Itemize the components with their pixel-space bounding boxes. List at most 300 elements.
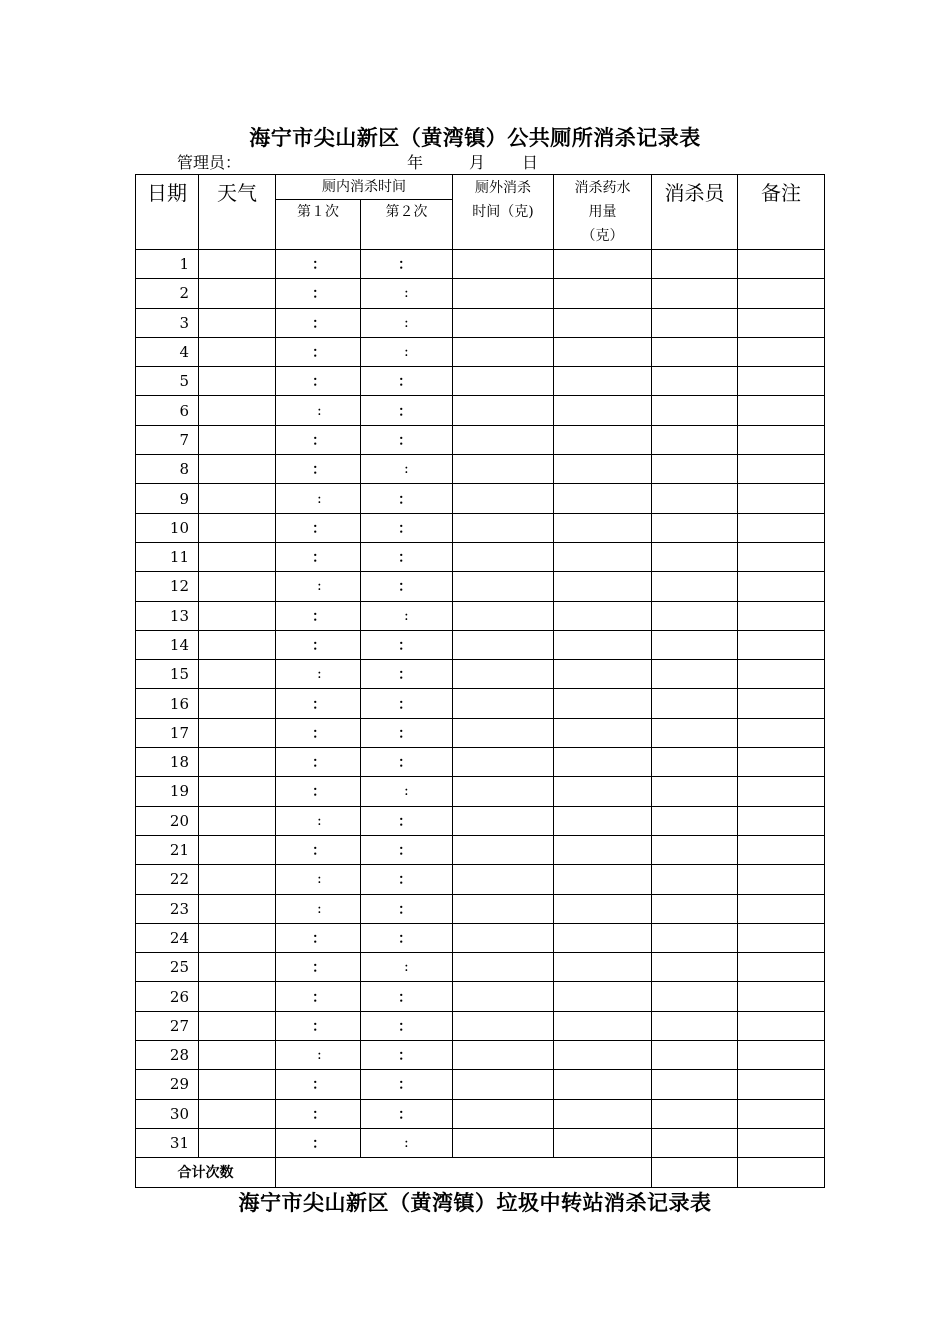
second-time-cell: : [361, 455, 453, 484]
weather-cell[interactable] [199, 718, 276, 747]
header-remark: 备注 [738, 175, 825, 250]
second-time-cell: ： [361, 894, 453, 923]
header-second: 第２次 [361, 200, 453, 250]
table-row [136, 894, 825, 923]
staff-cell[interactable] [652, 1099, 738, 1128]
table-row [136, 689, 825, 718]
staff-cell[interactable] [652, 835, 738, 864]
remark-cell[interactable] [738, 777, 825, 806]
second-time-cell: : [361, 308, 453, 337]
second-time-cell: ： [361, 1070, 453, 1099]
staff-cell[interactable] [652, 806, 738, 835]
day-cell: 17 [136, 718, 199, 747]
table-row [136, 1128, 825, 1157]
weather-cell[interactable] [199, 425, 276, 454]
first-time-cell: : [276, 660, 361, 689]
outdoor-time-cell[interactable] [453, 1128, 554, 1157]
second-time-cell: ： [361, 923, 453, 952]
staff-cell[interactable] [652, 337, 738, 366]
weather-cell[interactable] [199, 308, 276, 337]
remark-cell[interactable] [738, 865, 825, 894]
total-staff-cell[interactable] [652, 1158, 738, 1187]
second-time-cell: : [361, 777, 453, 806]
weather-cell[interactable] [199, 689, 276, 718]
outdoor-time-cell[interactable] [453, 484, 554, 513]
table-row [136, 1070, 825, 1099]
outdoor-time-cell[interactable] [453, 250, 554, 279]
second-time-cell: ： [361, 1011, 453, 1040]
day-cell: 8 [136, 455, 199, 484]
outdoor-time-cell[interactable] [453, 1070, 554, 1099]
weather-cell[interactable] [199, 484, 276, 513]
first-time-cell: ： [276, 308, 361, 337]
remark-cell[interactable] [738, 953, 825, 982]
first-time-cell: : [276, 806, 361, 835]
outdoor-time-cell[interactable] [453, 953, 554, 982]
staff-cell[interactable] [652, 748, 738, 777]
remark-cell[interactable] [738, 1099, 825, 1128]
staff-cell[interactable] [652, 455, 738, 484]
dose-cell[interactable] [554, 689, 652, 718]
first-time-cell: : [276, 396, 361, 425]
day-cell: 30 [136, 1099, 199, 1128]
dose-cell[interactable] [554, 513, 652, 542]
outdoor-time-cell[interactable] [453, 748, 554, 777]
weather-cell[interactable] [199, 923, 276, 952]
second-time-cell: : [361, 337, 453, 366]
remark-cell[interactable] [738, 572, 825, 601]
weather-cell[interactable] [199, 250, 276, 279]
day-cell: 7 [136, 425, 199, 454]
table-row [136, 660, 825, 689]
weather-cell[interactable] [199, 835, 276, 864]
first-time-cell: ： [276, 455, 361, 484]
first-time-cell: ： [276, 689, 361, 718]
second-time-cell: ： [361, 982, 453, 1011]
weather-cell[interactable] [199, 1070, 276, 1099]
first-time-cell: : [276, 572, 361, 601]
first-time-cell: ： [276, 923, 361, 952]
day-cell: 1 [136, 250, 199, 279]
weather-cell[interactable] [199, 455, 276, 484]
second-time-cell: ： [361, 660, 453, 689]
staff-cell[interactable] [652, 689, 738, 718]
dose-cell[interactable] [554, 425, 652, 454]
table-row [136, 367, 825, 396]
dose-cell[interactable] [554, 601, 652, 630]
staff-cell[interactable] [652, 982, 738, 1011]
second-time-cell: ： [361, 542, 453, 571]
outdoor-time-cell[interactable] [453, 689, 554, 718]
header-dose-line1: 消杀药水 [574, 180, 631, 196]
outdoor-time-cell[interactable] [453, 572, 554, 601]
second-time-cell: ： [361, 1099, 453, 1128]
first-time-cell: ： [276, 748, 361, 777]
remark-cell[interactable] [738, 660, 825, 689]
day-cell: 3 [136, 308, 199, 337]
staff-cell[interactable] [652, 250, 738, 279]
outdoor-time-cell[interactable] [453, 367, 554, 396]
outdoor-time-cell[interactable] [453, 1011, 554, 1040]
second-time-cell: ： [361, 367, 453, 396]
staff-cell[interactable] [652, 279, 738, 308]
outdoor-time-cell[interactable] [453, 308, 554, 337]
day-cell: 25 [136, 953, 199, 982]
staff-cell[interactable] [652, 660, 738, 689]
first-time-cell: ： [276, 542, 361, 571]
dose-cell[interactable] [554, 835, 652, 864]
total-remark-cell[interactable] [738, 1158, 825, 1187]
second-table-title: 海宁市尖山新区（黄湾镇）垃圾中转站消杀记录表 [238, 1190, 712, 1215]
staff-cell[interactable] [652, 953, 738, 982]
staff-cell[interactable] [652, 894, 738, 923]
second-time-cell: ： [361, 718, 453, 747]
weather-cell[interactable] [199, 865, 276, 894]
table-row [136, 1011, 825, 1040]
dose-cell[interactable] [554, 953, 652, 982]
staff-cell[interactable] [652, 630, 738, 659]
remark-cell[interactable] [738, 542, 825, 571]
second-time-cell: ： [361, 572, 453, 601]
outdoor-time-cell[interactable] [453, 718, 554, 747]
second-time-cell: ： [361, 484, 453, 513]
dose-cell[interactable] [554, 630, 652, 659]
staff-cell[interactable] [652, 1070, 738, 1099]
day-cell: 18 [136, 748, 199, 777]
day-cell: 6 [136, 396, 199, 425]
weather-cell[interactable] [199, 660, 276, 689]
page-title: 海宁市尖山新区（黄湾镇）公共厕所消杀记录表 [249, 125, 701, 150]
first-time-cell: ： [276, 982, 361, 1011]
outdoor-time-cell[interactable] [453, 835, 554, 864]
staff-cell[interactable] [652, 396, 738, 425]
staff-cell[interactable] [652, 572, 738, 601]
dose-cell[interactable] [554, 660, 652, 689]
total-row [136, 1158, 825, 1187]
dose-cell[interactable] [554, 718, 652, 747]
table-row [136, 630, 825, 659]
weather-cell[interactable] [199, 367, 276, 396]
dose-cell[interactable] [554, 777, 652, 806]
second-time-cell: ： [361, 250, 453, 279]
header-outdoor-line2: 时间（克) [472, 204, 534, 220]
remark-cell[interactable] [738, 455, 825, 484]
table-row [136, 748, 825, 777]
table-row [136, 572, 825, 601]
dose-cell[interactable] [554, 308, 652, 337]
staff-cell[interactable] [652, 923, 738, 952]
dose-cell[interactable] [554, 865, 652, 894]
weather-cell[interactable] [199, 953, 276, 982]
outdoor-time-cell[interactable] [453, 425, 554, 454]
dose-cell[interactable] [554, 1070, 652, 1099]
first-time-cell: ： [276, 1011, 361, 1040]
staff-cell[interactable] [652, 1011, 738, 1040]
day-cell: 14 [136, 630, 199, 659]
first-time-cell: ： [276, 337, 361, 366]
staff-cell[interactable] [652, 777, 738, 806]
table-row [136, 777, 825, 806]
dose-cell[interactable] [554, 484, 652, 513]
dose-cell[interactable] [554, 894, 652, 923]
dose-cell[interactable] [554, 337, 652, 366]
first-time-cell: ： [276, 630, 361, 659]
table-row [136, 835, 825, 864]
second-time-cell: ： [361, 396, 453, 425]
day-cell: 2 [136, 279, 199, 308]
table-row [136, 455, 825, 484]
second-time-cell: : [361, 601, 453, 630]
header-outdoor-time [453, 175, 554, 250]
outdoor-time-cell[interactable] [453, 337, 554, 366]
day-cell: 19 [136, 777, 199, 806]
remark-cell[interactable] [738, 1011, 825, 1040]
outdoor-time-cell[interactable] [453, 1041, 554, 1070]
first-time-cell: ： [276, 1070, 361, 1099]
weather-cell[interactable] [199, 337, 276, 366]
dose-cell[interactable] [554, 367, 652, 396]
outdoor-time-cell[interactable] [453, 923, 554, 952]
first-time-cell: ： [276, 777, 361, 806]
weather-cell[interactable] [199, 1041, 276, 1070]
second-time-cell: ： [361, 835, 453, 864]
outdoor-time-cell[interactable] [453, 630, 554, 659]
staff-cell[interactable] [652, 718, 738, 747]
weather-cell[interactable] [199, 1011, 276, 1040]
table-row [136, 396, 825, 425]
weather-cell[interactable] [199, 630, 276, 659]
weather-cell[interactable] [199, 513, 276, 542]
outdoor-time-cell[interactable] [453, 660, 554, 689]
first-time-cell: ： [276, 601, 361, 630]
table-row [136, 718, 825, 747]
day-cell: 23 [136, 894, 199, 923]
weather-cell[interactable] [199, 279, 276, 308]
header-indoor-time: 厕内消杀时间 [276, 175, 453, 200]
table-row [136, 484, 825, 513]
dose-cell[interactable] [554, 542, 652, 571]
remark-cell[interactable] [738, 337, 825, 366]
table-row [136, 953, 825, 982]
day-cell: 9 [136, 484, 199, 513]
first-time-cell: ： [276, 513, 361, 542]
outdoor-time-cell[interactable] [453, 894, 554, 923]
total-count-cell[interactable] [276, 1158, 652, 1187]
disinfection-record-table [135, 174, 825, 1188]
first-time-cell: ： [276, 718, 361, 747]
dose-cell[interactable] [554, 250, 652, 279]
first-time-cell: ： [276, 835, 361, 864]
remark-cell[interactable] [738, 513, 825, 542]
remark-cell[interactable] [738, 250, 825, 279]
weather-cell[interactable] [199, 601, 276, 630]
staff-cell[interactable] [652, 367, 738, 396]
first-time-cell: : [276, 894, 361, 923]
second-time-cell: ： [361, 865, 453, 894]
outdoor-time-cell[interactable] [453, 601, 554, 630]
day-cell: 11 [136, 542, 199, 571]
remark-cell[interactable] [738, 367, 825, 396]
outdoor-time-cell[interactable] [453, 865, 554, 894]
outdoor-time-cell[interactable] [453, 455, 554, 484]
header-weather: 天气 [199, 175, 276, 250]
day-cell: 13 [136, 601, 199, 630]
second-time-cell: : [361, 1128, 453, 1157]
remark-cell[interactable] [738, 425, 825, 454]
first-time-cell: : [276, 1041, 361, 1070]
first-time-cell: ： [276, 279, 361, 308]
day-cell: 31 [136, 1128, 199, 1157]
header-outdoor-line1: 厕外消杀 [475, 180, 531, 196]
staff-cell[interactable] [652, 425, 738, 454]
staff-cell[interactable] [652, 484, 738, 513]
remark-cell[interactable] [738, 630, 825, 659]
table-row [136, 865, 825, 894]
outdoor-time-cell[interactable] [453, 513, 554, 542]
outdoor-time-cell[interactable] [453, 806, 554, 835]
day-cell: 15 [136, 660, 199, 689]
dose-cell[interactable] [554, 1011, 652, 1040]
header-date: 日期 [136, 175, 199, 250]
staff-cell[interactable] [652, 1041, 738, 1070]
staff-cell[interactable] [652, 542, 738, 571]
outdoor-time-cell[interactable] [453, 1099, 554, 1128]
outdoor-time-cell[interactable] [453, 542, 554, 571]
remark-cell[interactable] [738, 308, 825, 337]
dose-cell[interactable] [554, 1128, 652, 1157]
table-row [136, 1099, 825, 1128]
first-time-cell: : [276, 484, 361, 513]
remark-cell[interactable] [738, 1041, 825, 1070]
staff-cell[interactable] [652, 1128, 738, 1157]
remark-cell[interactable] [738, 806, 825, 835]
second-time-cell: ： [361, 689, 453, 718]
table-row [136, 250, 825, 279]
staff-cell[interactable] [652, 601, 738, 630]
header-dose-line2: 用量 [588, 204, 617, 220]
weather-cell[interactable] [199, 542, 276, 571]
table-row [136, 601, 825, 630]
dose-cell[interactable] [554, 923, 652, 952]
table-row [136, 337, 825, 366]
remark-cell[interactable] [738, 748, 825, 777]
staff-cell[interactable] [652, 513, 738, 542]
remark-cell[interactable] [738, 894, 825, 923]
table-row [136, 279, 825, 308]
weather-cell[interactable] [199, 1099, 276, 1128]
table-row [136, 982, 825, 1011]
remark-cell[interactable] [738, 923, 825, 952]
second-time-cell: : [361, 279, 453, 308]
staff-cell[interactable] [652, 308, 738, 337]
first-time-cell: ： [276, 1128, 361, 1157]
weather-cell[interactable] [199, 572, 276, 601]
month-label: 月 [469, 153, 486, 172]
remark-cell[interactable] [738, 835, 825, 864]
dose-cell[interactable] [554, 748, 652, 777]
dose-cell[interactable] [554, 279, 652, 308]
remark-cell[interactable] [738, 1070, 825, 1099]
day-cell: 27 [136, 1011, 199, 1040]
weather-cell[interactable] [199, 396, 276, 425]
weather-cell[interactable] [199, 982, 276, 1011]
second-time-cell: : [361, 953, 453, 982]
weather-cell[interactable] [199, 1128, 276, 1157]
second-time-cell: ： [361, 425, 453, 454]
day-cell: 28 [136, 1041, 199, 1070]
remark-cell[interactable] [738, 718, 825, 747]
header-staff: 消杀员 [652, 175, 738, 250]
header-first: 第１次 [276, 200, 361, 250]
second-time-cell: ： [361, 806, 453, 835]
day-cell: 16 [136, 689, 199, 718]
outdoor-time-cell[interactable] [453, 396, 554, 425]
day-cell: 24 [136, 923, 199, 952]
remark-cell[interactable] [738, 484, 825, 513]
outdoor-time-cell[interactable] [453, 279, 554, 308]
day-label: 日 [522, 153, 539, 172]
outdoor-time-cell[interactable] [453, 982, 554, 1011]
remark-cell[interactable] [738, 1128, 825, 1157]
day-cell: 22 [136, 865, 199, 894]
dose-cell[interactable] [554, 572, 652, 601]
header-dose-line3: （克） [581, 228, 624, 244]
first-time-cell: : [276, 865, 361, 894]
remark-cell[interactable] [738, 279, 825, 308]
day-cell: 26 [136, 982, 199, 1011]
weather-cell[interactable] [199, 894, 276, 923]
first-time-cell: ： [276, 953, 361, 982]
first-time-cell: ： [276, 1099, 361, 1128]
manager-label: 管理员： [177, 153, 242, 172]
dose-cell[interactable] [554, 455, 652, 484]
second-time-cell: ： [361, 513, 453, 542]
dose-cell[interactable] [554, 396, 652, 425]
remark-cell[interactable] [738, 396, 825, 425]
remark-cell[interactable] [738, 601, 825, 630]
day-cell: 4 [136, 337, 199, 366]
staff-cell[interactable] [652, 865, 738, 894]
total-label: 合计次数 [136, 1158, 276, 1187]
table-row [136, 425, 825, 454]
year-label: 年 [407, 153, 424, 172]
day-cell: 10 [136, 513, 199, 542]
day-cell: 29 [136, 1070, 199, 1099]
weather-cell[interactable] [199, 806, 276, 835]
table-row [136, 542, 825, 571]
first-time-cell: ： [276, 367, 361, 396]
dose-cell[interactable] [554, 982, 652, 1011]
table-row [136, 806, 825, 835]
dose-cell[interactable] [554, 1041, 652, 1070]
day-cell: 12 [136, 572, 199, 601]
table-row [136, 923, 825, 952]
dose-cell[interactable] [554, 806, 652, 835]
day-cell: 5 [136, 367, 199, 396]
second-time-cell: ： [361, 630, 453, 659]
table-row [136, 308, 825, 337]
outdoor-time-cell[interactable] [453, 777, 554, 806]
dose-cell[interactable] [554, 1099, 652, 1128]
day-cell: 20 [136, 806, 199, 835]
weather-cell[interactable] [199, 748, 276, 777]
table-row [136, 513, 825, 542]
weather-cell[interactable] [199, 777, 276, 806]
second-time-cell: ： [361, 748, 453, 777]
second-time-cell: ： [361, 1041, 453, 1070]
remark-cell[interactable] [738, 982, 825, 1011]
remark-cell[interactable] [738, 689, 825, 718]
